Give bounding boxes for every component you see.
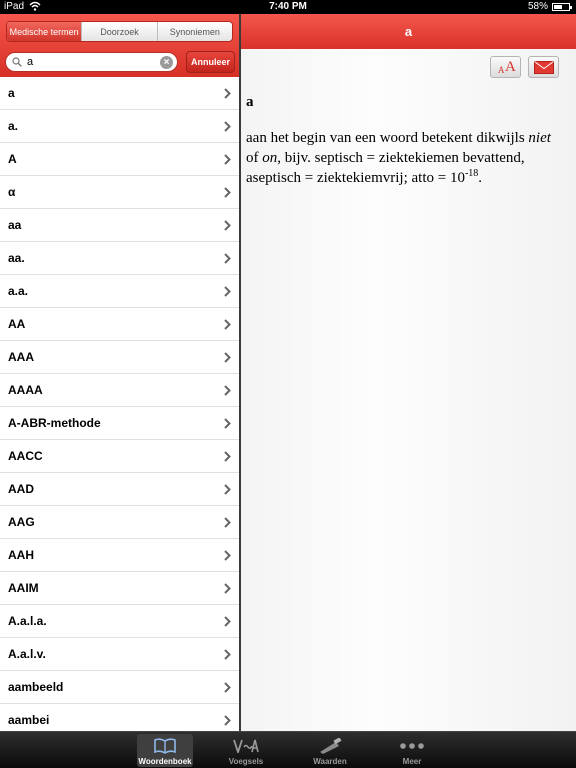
chevron-right-icon [224, 583, 231, 594]
chevron-right-icon [224, 715, 231, 726]
definition-italic: niet [528, 130, 551, 146]
chevron-right-icon [224, 451, 231, 462]
battery-percent: 58% [527, 1, 548, 12]
list-item[interactable] [0, 605, 239, 638]
font-size-icon-large: A [505, 59, 516, 75]
search-value: a [27, 56, 34, 68]
segment-doorzoek[interactable]: Doorzoek [81, 22, 156, 41]
list-item-label: A-ABR-methode [8, 416, 101, 430]
list-item-label: aa [8, 218, 22, 232]
chevron-right-icon [224, 187, 231, 198]
term-heading: a [246, 94, 254, 110]
chevron-right-icon [224, 286, 231, 297]
chevron-right-icon [224, 220, 231, 231]
tab-label: Woordenboek [138, 757, 192, 766]
definition-text [246, 128, 566, 188]
definition-italic: on [262, 150, 278, 166]
tab-label: Meer [402, 757, 422, 766]
search-mode-segmented-control [6, 21, 233, 42]
list-item[interactable] [0, 671, 239, 704]
chevron-right-icon [224, 649, 231, 660]
list-item[interactable] [0, 176, 239, 209]
chevron-right-icon [224, 682, 231, 693]
list-item[interactable] [0, 473, 239, 506]
tab-label: Waarden [313, 757, 347, 766]
list-item-label: α [8, 185, 16, 199]
segment-medische-termen[interactable]: Medische termen [7, 22, 81, 41]
list-item-label: AAA [8, 350, 34, 364]
list-item-label: A.a.l.v. [8, 647, 46, 661]
tab-voegsels[interactable] [218, 734, 274, 767]
more-icon [400, 743, 424, 749]
font-size-button[interactable] [490, 56, 521, 78]
list-item-label: a. [8, 119, 19, 133]
search-input[interactable] [5, 52, 178, 72]
chevron-right-icon [224, 616, 231, 627]
list-item-label: AACC [8, 449, 43, 463]
list-item[interactable] [0, 704, 239, 731]
list-item-label: AAG [8, 515, 35, 529]
detail-header [241, 14, 576, 49]
envelope-icon [534, 61, 554, 74]
chevron-right-icon [224, 385, 231, 396]
detail-title: a [404, 24, 413, 39]
master-header [0, 14, 239, 77]
list-item[interactable] [0, 209, 239, 242]
list-item[interactable] [0, 506, 239, 539]
battery-icon [552, 3, 570, 11]
chevron-right-icon [224, 352, 231, 363]
chevron-right-icon [224, 88, 231, 99]
list-item-label: AA [8, 317, 26, 331]
list-item[interactable] [0, 341, 239, 374]
list-item[interactable] [0, 572, 239, 605]
list-item-label: AAH [8, 548, 34, 562]
list-item[interactable] [0, 77, 239, 110]
list-item[interactable] [0, 308, 239, 341]
list-item-label: AAAA [8, 383, 43, 397]
chevron-right-icon [224, 550, 231, 561]
book-icon [153, 738, 177, 754]
list-item-label: A [8, 152, 17, 166]
chevron-right-icon [224, 121, 231, 132]
segment-synoniemen[interactable]: Synoniemen [157, 22, 232, 41]
email-button[interactable] [528, 56, 559, 78]
definition-part: aan het begin van een woord betekent dikwijls [246, 130, 529, 146]
list-item-label: aa. [8, 251, 25, 265]
tab-waarden[interactable] [302, 734, 358, 767]
list-item-label: a.a. [8, 284, 29, 298]
definition-part: of [246, 150, 263, 166]
chevron-right-icon [224, 253, 231, 264]
list-item-label: a [8, 86, 15, 100]
definition-part: , bijv. septisch = ziektekiemen bevattend, aseptisch = ziektekiemvrij; atto = 10 [246, 150, 525, 186]
list-item[interactable] [0, 110, 239, 143]
chevron-right-icon [224, 319, 231, 330]
list-item-label: aambei [8, 713, 50, 727]
clock: 7:40 PM [269, 1, 307, 12]
list-item[interactable] [0, 374, 239, 407]
master-pane [0, 14, 239, 731]
list-item[interactable] [0, 143, 239, 176]
cancel-button[interactable]: Annuleer [186, 51, 235, 73]
clear-search-icon[interactable]: × [160, 56, 173, 69]
list-item-label: aambeeld [8, 680, 64, 694]
list-item[interactable] [0, 539, 239, 572]
search-icon [12, 57, 22, 67]
list-item-label: AAIM [8, 581, 39, 595]
term-list [0, 77, 239, 731]
list-item[interactable] [0, 242, 239, 275]
chevron-right-icon [224, 418, 231, 429]
list-item-label: AAD [8, 482, 34, 496]
carrier-label: iPad [4, 1, 25, 12]
list-item[interactable] [0, 638, 239, 671]
tab-meer[interactable] [384, 734, 440, 767]
font-size-icon-small: A [498, 65, 505, 75]
chevron-right-icon [224, 517, 231, 528]
chevron-right-icon [224, 484, 231, 495]
definition-content [246, 94, 566, 188]
tab-bar [0, 731, 576, 768]
detail-pane [241, 14, 576, 731]
status-bar [0, 0, 576, 14]
affix-icon [233, 739, 259, 753]
list-item[interactable] [0, 407, 239, 440]
definition-part: . [478, 170, 483, 186]
tab-woordenboek[interactable] [137, 734, 193, 767]
list-item[interactable] [0, 275, 239, 308]
test-tube-icon [318, 738, 342, 754]
definition-exponent: -18 [464, 168, 479, 179]
chevron-right-icon [224, 154, 231, 165]
list-item[interactable] [0, 440, 239, 473]
list-item-label: A.a.l.a. [8, 614, 47, 628]
tab-label: Voegsels [228, 757, 264, 766]
